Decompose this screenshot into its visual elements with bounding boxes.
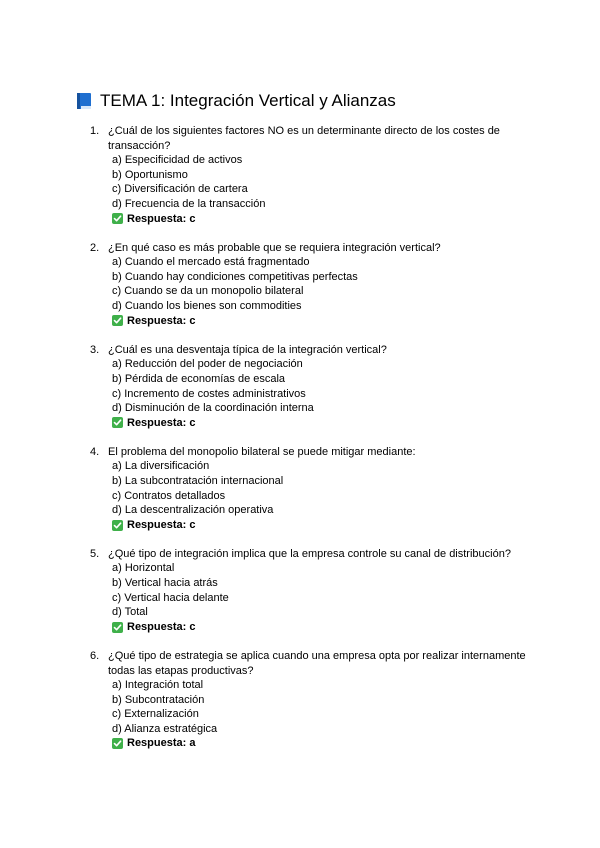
question-item [90, 241, 530, 329]
answer-option: a) Cuando el mercado está fragmentado [112, 256, 310, 269]
answer-line [108, 736, 530, 751]
question-text: ¿Qué tipo de integración implica que la empresa controle su canal de distribución? [108, 547, 511, 560]
answer-option: c) Contratos detallados [112, 489, 226, 502]
question-body [108, 124, 530, 226]
question-body [108, 445, 530, 533]
answer-line [108, 314, 530, 329]
question-body [108, 343, 530, 431]
answer-option: b) Subcontratación [112, 693, 205, 706]
answer-option: d) Frecuencia de la transacción [112, 197, 266, 210]
answer-option: b) Vertical hacia atrás [112, 577, 218, 590]
answer-option: c) Vertical hacia delante [112, 591, 229, 604]
answer-option: c) Incremento de costes administrativos [112, 387, 306, 400]
question-item [90, 124, 530, 226]
answer-option: a) Especificidad de activos [112, 154, 243, 167]
answer-option: d) La descentralización operativa [112, 504, 274, 517]
answer-label: Respuesta: c [127, 314, 196, 327]
green-check-icon [112, 738, 123, 749]
green-check-icon [112, 520, 123, 531]
answer-option: a) Integración total [112, 679, 204, 692]
answer-option: a) Reducción del poder de negociación [112, 358, 303, 371]
question-number: 1. [90, 125, 100, 137]
answer-line [108, 518, 530, 533]
question-item [90, 649, 530, 751]
green-check-icon [112, 622, 123, 633]
answer-option: c) Cuando se da un monopolio bilateral [112, 285, 304, 298]
answer-line [108, 416, 530, 431]
answer-option: d) Alianza estratégica [112, 722, 218, 735]
question-item [90, 343, 530, 431]
green-check-icon [112, 315, 123, 326]
green-check-icon [112, 417, 123, 428]
answer-option: a) Horizontal [112, 562, 175, 575]
question-list [90, 124, 530, 766]
answer-option: a) La diversificación [112, 460, 210, 473]
question-number: 2. [90, 241, 100, 254]
blue-book-icon [74, 91, 94, 111]
question-number: 5. [90, 547, 100, 560]
answer-option: c) Externalización [112, 708, 199, 721]
question-number: 3. [90, 343, 100, 356]
answer-option: c) Diversificación de cartera [112, 183, 248, 196]
answer-label: Respuesta: c [127, 416, 196, 429]
answer-option: b) Oportunismo [112, 168, 188, 181]
answer-option: d) Disminución de la coordinación interna [112, 402, 314, 415]
question-body [108, 649, 530, 751]
answer-line [108, 212, 530, 227]
question-number: 4. [90, 445, 100, 458]
answer-option: d) Total [112, 606, 148, 619]
green-check-icon [112, 213, 123, 224]
answer-option: d) Cuando los bienes son commodities [112, 300, 302, 313]
title-row [74, 90, 396, 112]
question-item [90, 445, 530, 533]
answer-label: Respuesta: a [127, 737, 196, 750]
answer-line [108, 620, 530, 635]
question-item [90, 547, 530, 635]
question-body [108, 241, 530, 329]
answer-label: Respuesta: c [127, 518, 196, 531]
answer-label: Respuesta: c [127, 620, 196, 633]
answer-label: Respuesta: c [127, 212, 196, 225]
answer-option: b) Pérdida de economías de escala [112, 372, 286, 385]
question-text: ¿En qué caso es más probable que se requiera integración vertical? [108, 241, 441, 254]
question-text: ¿Qué tipo de estrategia se aplica cuando una empresa opta por realizar internamente todas las etapas productivas? [108, 649, 526, 677]
page-title: TEMA 1: Integración Vertical y Alianzas [100, 91, 396, 110]
question-text: El problema del monopolio bilateral se puede mitigar mediante: [108, 445, 416, 458]
question-body [108, 547, 530, 635]
question-text: ¿Cuál es una desventaja típica de la integración vertical? [108, 343, 387, 356]
question-number: 6. [90, 649, 100, 662]
answer-option: b) Cuando hay condiciones competitivas perfectas [112, 270, 358, 283]
answer-option: b) La subcontratación internacional [112, 474, 284, 487]
question-text: ¿Cuál de los siguientes factores NO es un determinante directo de los costes de transacción? [108, 125, 500, 152]
